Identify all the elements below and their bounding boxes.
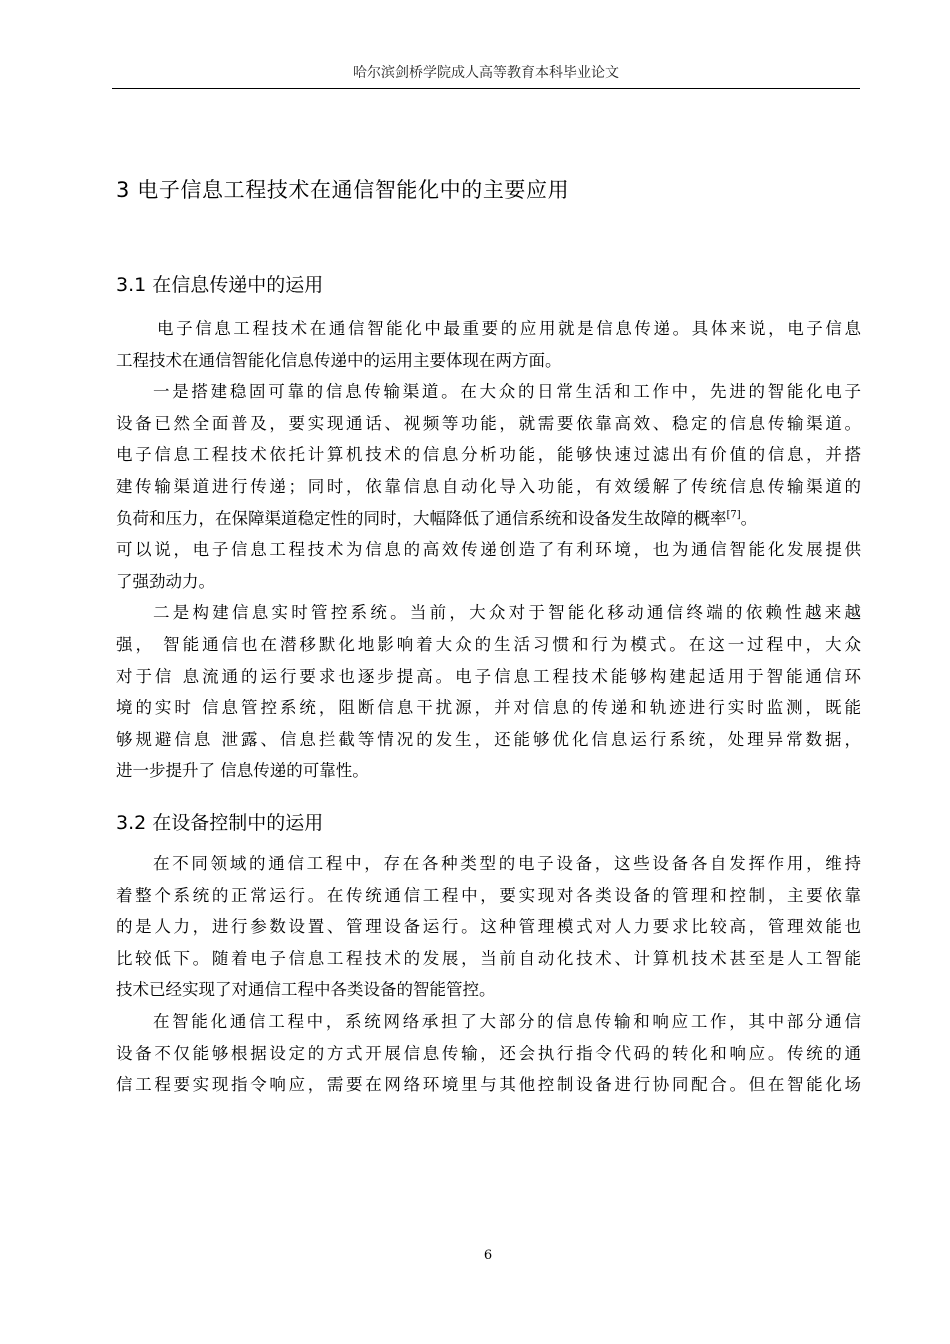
text-line: 一是搭建稳固可靠的信息传输渠道。在大众的日常生活和工作中，先进的智能化电子: [153, 382, 861, 402]
text-fragment: 。: [740, 508, 758, 528]
text-line: 进一步提升了 信息传递的可靠性。: [116, 761, 369, 781]
text-line: 在不同领域的通信工程中，存在各种类型的电子设备，这些设备各自发挥作用，维持: [153, 854, 861, 873]
text-line: 电子信息工程技术依托计算机技术的信息分析功能，能够快速过滤出有价值的信息，并搭: [116, 445, 861, 465]
paragraph: [116, 376, 861, 597]
text-line: [116, 503, 861, 535]
paragraph: [116, 597, 861, 787]
section-3-1-body: [116, 313, 861, 787]
text-line: 可以说，电子信息工程技术为信息的高效传递创造了有利环境，也为通信智能化发展提供: [116, 540, 861, 560]
paragraph: [116, 1006, 861, 1101]
text-line: 的是人力，进行参数设置、管理设备运行。这种管理模式对人力要求比较高，管理效能也: [116, 917, 861, 937]
text-line: 二是构建信息实时管控系统。当前，大众对于智能化移动通信终端的依赖性越来越: [153, 603, 861, 623]
text-line: 工程技术在通信智能化信息传递中的运用主要体现在两方面。: [116, 350, 562, 370]
text-line: 信工程要实现指令响应，需要在网络环境里与其他控制设备进行协同配合。但在智能化场: [116, 1075, 861, 1095]
text-line: 对于信 息流通的运行要求也逐步提高。电子信息工程技术能够构建起适用于智能通信环: [116, 666, 861, 686]
section-3-2-title: 3.2 在设备控制中的运用: [116, 812, 324, 834]
text-line: 着整个系统的正常运行。在传统通信工程中，要实现对各类设备的管理和控制，主要依靠: [116, 885, 861, 905]
text-line: 在智能化通信工程中，系统网络承担了大部分的信息传输和响应工作，其中部分通信: [153, 1011, 861, 1031]
section-3-1-title: 3.1 在信息传递中的运用: [116, 274, 324, 296]
running-header: 哈尔滨剑桥学院成人高等教育本科毕业论文: [353, 65, 619, 81]
text-line: 技术已经实现了对通信工程中各类设备的智能管控。: [116, 980, 496, 1000]
text-line: 强， 智能通信也在潜移默化地影响着大众的生活习惯和行为模式。在这一过程中，大众: [116, 634, 861, 654]
page-number: 6: [483, 1248, 493, 1263]
text-line: 设备不仅能够根据设定的方式开展信息传输，还会执行指令代码的转化和响应。传统的通: [116, 1043, 861, 1063]
paragraph: [116, 313, 861, 376]
text-line: 境的实时 信息管控系统，阻断信息干扰源，并对信息的传递和轨迹进行实时监测，既能: [116, 698, 861, 718]
header-rule: [112, 88, 860, 89]
paragraph: [116, 848, 861, 1006]
text-fragment: 负荷和压力，在保障渠道稳定性的同时，大幅降低了通信系统和设备发生故障的概率: [116, 508, 727, 528]
citation-marker: [7]: [726, 509, 741, 521]
text-line: 电子信息工程技术在通信智能化中最重要的应用就是信息传递。具体来说，电子信息: [157, 319, 861, 338]
text-line: 了强劲动力。: [116, 571, 215, 591]
text-line: 设备已然全面普及，要实现通话、视频等功能，就需要依靠高效、稳定的信息传输渠道。: [116, 413, 861, 433]
text-line: 建传输渠道进行传递；同时，依靠信息自动化导入功能，有效缓解了传统信息传输渠道的: [116, 476, 861, 496]
chapter-title: 3 电子信息工程技术在通信智能化中的主要应用: [116, 178, 570, 202]
text-line: 够规避信息 泄露、信息拦截等情况的发生，还能够优化信息运行系统，处理异常数据，: [116, 729, 861, 749]
section-3-2-body: [116, 848, 861, 1101]
text-line: 比较低下。随着电子信息工程技术的发展，当前自动化技术、计算机技术甚至是人工智能: [116, 948, 861, 968]
